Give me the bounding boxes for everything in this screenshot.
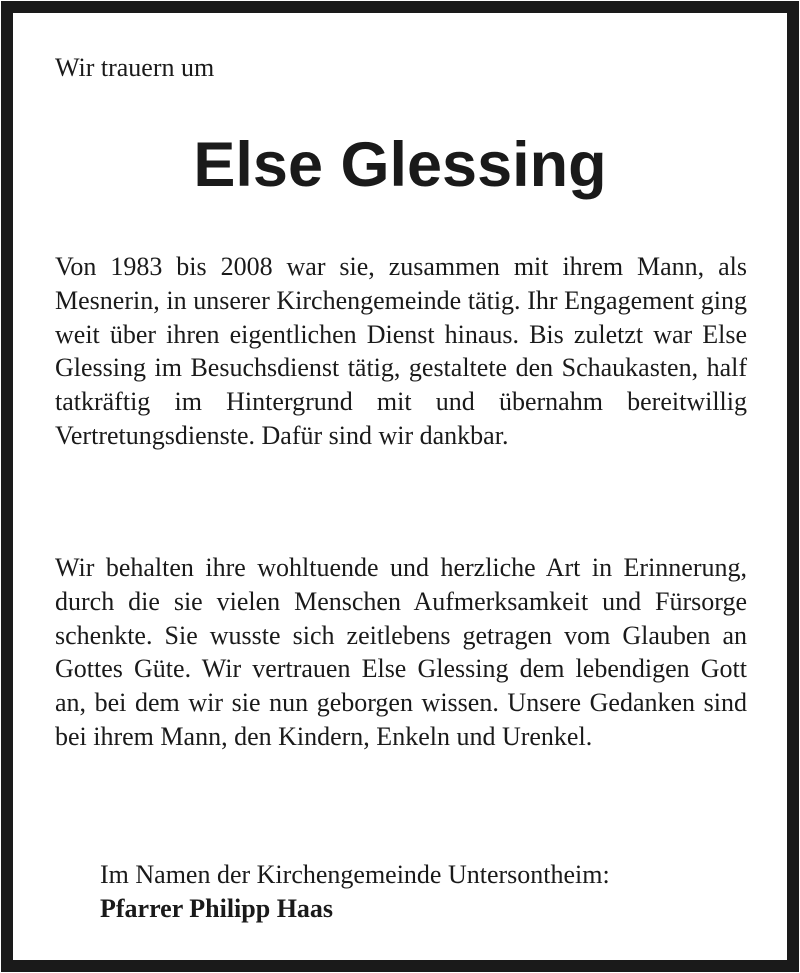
signature-block (100, 858, 610, 926)
intro-text: Wir trauern um (55, 53, 215, 82)
tribute-paragraph: Von 1983 bis 2008 war sie, zusammen mit ihrem Mann, als Mesnerin, in unserer Kirchengemeinde tätig. Ihr Engagement ging weit über ihren eigentlichen Dienst hinaus. Bis zuletzt war Else Glessing im Besuchsdienst tätig, gestaltete den Schaukasten, half tatkräftig im Hintergrund mit und übernahm bereitwillig Vertretungsdienste. Dafür sind wir dankbar. (55, 252, 747, 450)
obituary-notice (1, 1, 799, 972)
deceased-name: Else Glessing (193, 130, 607, 200)
signature-name: Pfarrer Philipp Haas (100, 894, 334, 923)
signature-on-behalf: Im Namen der Kirchengemeinde Untersontheim: (100, 860, 610, 889)
remembrance-paragraph: Wir behalten ihre wohltuende und herzliche Art in Erinnerung, durch die sie vielen Menschen Aufmerksamkeit und Fürsorge schenkte. Sie wusste sich zeitlebens getragen vom Glauben an Gottes Güte. Wir vertrauen Else Glessing dem lebendigen Gott an, bei dem wir sie nun geborgen wissen. Unsere Gedanken sind bei ihrem Mann, den Kindern, Enkeln und Urenkel. (55, 553, 747, 751)
